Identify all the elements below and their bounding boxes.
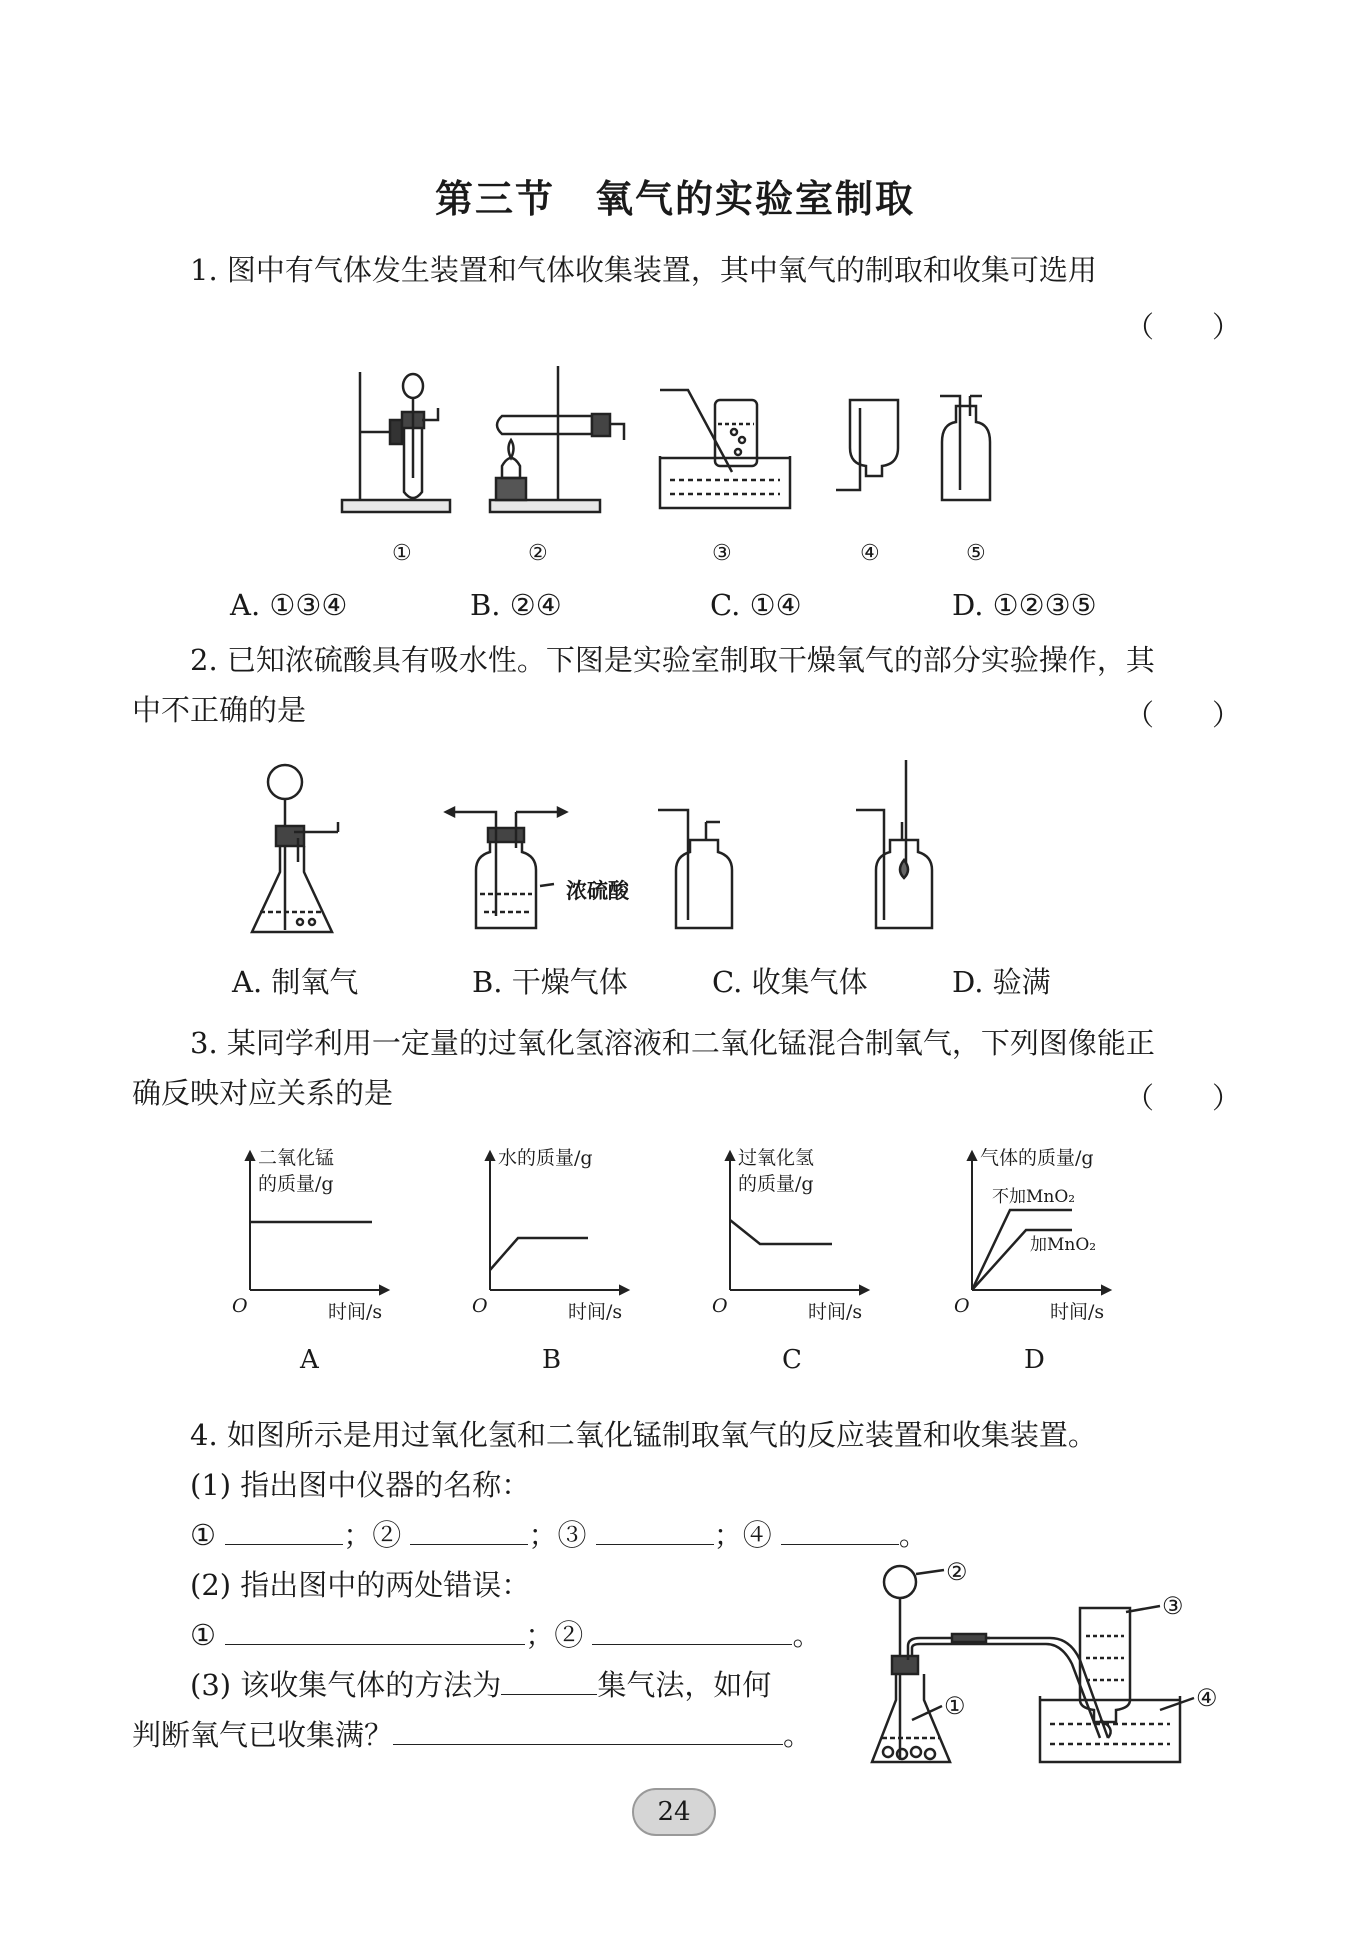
graph-d-curve-label-mno2: 加MnO₂ [1030, 1235, 1097, 1255]
graph-b-origin: O [472, 1295, 488, 1317]
apparatus-4-inverted-bottle [836, 400, 898, 490]
q4-sub3-blank-judge[interactable] [393, 1718, 783, 1745]
apparatus-2-heating-tube [490, 366, 624, 512]
graph-d-xlabel: 时间/s [1050, 1301, 1105, 1323]
q1-option-d: D. ①②③⑤ [952, 588, 1097, 622]
graph-a-origin: O [232, 1295, 248, 1317]
q3-stem-line1: 3. 某同学利用一定量的过氧化氢溶液和二氧化锰混合制氧气，下列图像能正 [190, 1026, 1155, 1060]
q4-sub2-blanks [190, 1618, 821, 1653]
graph-c-origin: O [712, 1295, 728, 1317]
graph-a-letter: A [300, 1345, 319, 1375]
q4-sub2-mark-2: ；② [525, 1618, 584, 1652]
q1-fig-label-3: ③ [712, 541, 732, 566]
q4-sub3-b: 集气法，如何 [597, 1668, 772, 1702]
q4-sub2-mark-1: ① [190, 1618, 216, 1652]
q4-stem: 4. 如图所示是用过氧化氢和二氧化锰制取氧气的反应装置和收集装置。 [190, 1418, 1097, 1452]
q4-fig-label-4: ④ [1196, 1684, 1218, 1712]
q4-sub3-a: (3) 该收集气体的方法为 [190, 1668, 502, 1702]
q4-sub1-mark-2: ；② [343, 1518, 402, 1552]
q4-sub3-line1 [190, 1668, 771, 1703]
q4-sub1-mark-1: ① [190, 1518, 216, 1552]
q3-graphs [220, 1140, 1140, 1375]
graph-b-curve [490, 1238, 588, 1270]
q2-apparatus-figure [240, 752, 1060, 950]
q2-b-wash-bottle [446, 808, 566, 928]
q4-sub3-end: 。 [783, 1718, 813, 1752]
graph-d-ylabel-1: 气体的质量/g [980, 1147, 1094, 1169]
apparatus-5-upright-bottle [940, 396, 990, 500]
q4-sub1-mark-4: ；④ [713, 1518, 772, 1552]
q4-fig-label-2: ② [946, 1560, 968, 1586]
graph-c-letter: C [782, 1345, 802, 1375]
q4-apparatus-figure [860, 1560, 1230, 1775]
q1-option-c: C. ①④ [710, 588, 802, 622]
q1-option-a: A. ①③④ [230, 588, 348, 622]
q1-fig-label-5: ⑤ [966, 541, 986, 566]
q4-sub2-blank-1[interactable] [225, 1618, 525, 1645]
q4-sub3-blank-method[interactable] [501, 1668, 597, 1695]
q2-option-b: B. 干燥气体 [472, 965, 628, 999]
q2-acid-label: 浓硫酸 [566, 878, 629, 903]
q2-a-flask [252, 765, 338, 932]
q1-fig-label-2: ② [528, 541, 548, 566]
q1-fig-label-1: ① [392, 541, 412, 566]
graph-b-letter: B [542, 1345, 562, 1375]
graph-b-xlabel: 时间/s [568, 1301, 623, 1323]
q2-stem-line1: 2. 已知浓硫酸具有吸水性。下图是实验室制取干燥氧气的部分实验操作，其 [190, 643, 1155, 677]
q2-option-a: A. 制氧气 [232, 965, 359, 999]
q1-answer-paren: （ ） [1125, 310, 1242, 344]
graph-a-ylabel-1: 二氧化锰 [258, 1147, 335, 1169]
q1-stem: 1. 图中有气体发生装置和气体收集装置，其中氧气的制取和收集可选用 [190, 253, 1097, 287]
q1-option-b: B. ②④ [470, 588, 562, 622]
graph-c-curve [730, 1220, 832, 1244]
graph-d-curve-label-no-mno2: 不加MnO₂ [992, 1187, 1076, 1207]
q2-answer-paren: （ ） [1125, 698, 1242, 732]
q4-sub2-blank-2[interactable] [592, 1618, 792, 1645]
q4-sub1-end: 。 [898, 1518, 928, 1552]
q4-sub1-mark-3: ；③ [528, 1518, 587, 1552]
q1-fig-label-4: ④ [860, 541, 880, 566]
graph-a-ylabel-2: 的质量/g [258, 1173, 334, 1195]
q2-stem-line2: 中不正确的是 [132, 693, 307, 727]
q4-sub1: (1) 指出图中仪器的名称： [190, 1468, 531, 1502]
q4-sub3-line2 [132, 1718, 812, 1753]
graph-d-origin: O [954, 1295, 970, 1317]
apparatus-1-stand-tube [342, 372, 450, 512]
graph-c-ylabel-1: 过氧化氢 [738, 1147, 815, 1169]
page-title: 第三节 氧气的实验室制取 [435, 177, 916, 221]
q4-sub2: (2) 指出图中的两处错误： [190, 1568, 531, 1602]
graph-b-ylabel-1: 水的质量/g [498, 1147, 593, 1169]
q4-sub3-c: 判断氧气已收集满？ [132, 1718, 394, 1752]
q3-stem-line2: 确反映对应关系的是 [132, 1076, 394, 1110]
graph-c-ylabel-2: 的质量/g [738, 1173, 814, 1195]
q4-fig-label-3: ③ [1162, 1592, 1184, 1620]
q4-sub1-blank-1[interactable] [225, 1518, 343, 1545]
page-number: 24 [632, 1788, 716, 1836]
q4-fig-label-1: ① [944, 1692, 966, 1720]
graph-d-letter: D [1024, 1345, 1045, 1375]
apparatus-3-water-trough [660, 390, 790, 508]
q4-sub2-end: 。 [792, 1618, 822, 1652]
graph-c-xlabel: 时间/s [808, 1301, 863, 1323]
q4-sub1-blank-2[interactable] [410, 1518, 528, 1545]
q4-sub1-blank-3[interactable] [596, 1518, 714, 1545]
q3-answer-paren: （ ） [1125, 1081, 1242, 1115]
q4-sub1-blanks [190, 1518, 928, 1553]
q1-apparatus-figure [330, 360, 1030, 570]
graph-a-xlabel: 时间/s [328, 1301, 383, 1323]
q2-c-collect-bottle [658, 810, 732, 928]
q2-d-verify-full [856, 760, 932, 928]
q4-sub1-blank-4[interactable] [781, 1518, 899, 1545]
q2-option-d: D. 验满 [952, 965, 1051, 999]
q2-option-c: C. 收集气体 [712, 965, 868, 999]
